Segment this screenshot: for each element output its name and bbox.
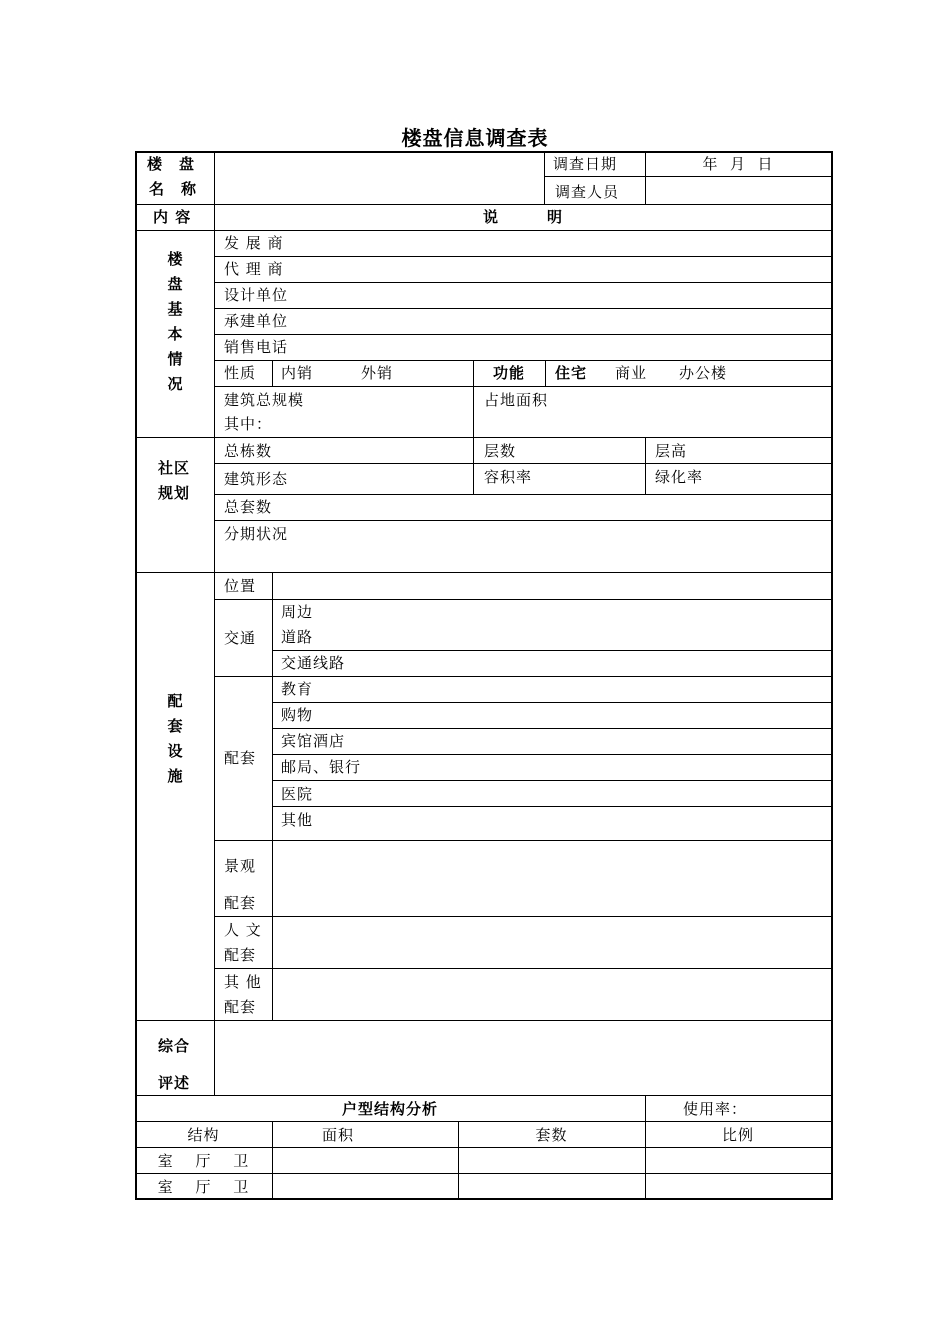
landscape-label-1: 景观 [224, 857, 257, 875]
row-line [135, 1147, 833, 1148]
table-border-bottom [135, 1198, 833, 1200]
property-name-label-1: 楼 盘 [147, 155, 196, 173]
row-line [272, 650, 833, 651]
community-label-2: 规划 [158, 484, 191, 502]
other-facility-label-1: 其 他 [224, 973, 262, 991]
row-line [214, 308, 833, 309]
survey-form-table [135, 151, 833, 1200]
row-line [135, 230, 833, 231]
other-facility-label-2: 配套 [224, 998, 257, 1016]
unit-analysis-title: 户型结构分析 [341, 1100, 438, 1118]
cultural-label-1: 人 文 [224, 921, 262, 939]
section-line [135, 572, 833, 573]
community-divider-2 [645, 437, 646, 494]
surveyor-label: 调查人员 [555, 183, 620, 201]
row-line [214, 256, 833, 257]
building-form-label: 建筑形态 [224, 470, 289, 488]
row-line [214, 494, 833, 495]
facilities-section-label: 配 套 设 施 [167, 692, 183, 785]
property-name-label-2: 名 称 [149, 180, 198, 198]
traffic-label: 交通 [224, 629, 257, 647]
section-line [135, 437, 833, 438]
amenities-label: 配套 [224, 749, 257, 767]
row-line [272, 754, 833, 755]
nature-divider [272, 360, 273, 386]
header-mid-line [544, 176, 833, 177]
land-area-label: 占地面积 [484, 391, 549, 409]
shopping-label: 购物 [281, 706, 314, 724]
usage-rate-label: 使用率： [683, 1100, 748, 1118]
unit-row-structure: 室 厅 卫 [157, 1178, 250, 1196]
row-line [272, 728, 833, 729]
developer-label: 发 展 商 [224, 234, 284, 252]
row-line [214, 334, 833, 335]
green-ratio-label: 绿化率 [655, 468, 704, 486]
others-label: 其他 [281, 811, 314, 829]
function-label: 功能 [493, 364, 526, 382]
phasing-label: 分期状况 [224, 525, 289, 543]
nature-options[interactable]: 内销 外销 [281, 364, 394, 382]
transit-lines-label: 交通线路 [281, 654, 346, 672]
community-divider-1 [473, 437, 474, 494]
description-header-label: 说 明 [482, 208, 563, 226]
basic-info-section-label: 楼 盘 基 本 情 况 [167, 250, 183, 393]
landscape-label-2: 配套 [224, 894, 257, 912]
row-line [272, 702, 833, 703]
total-units-label: 总套数 [224, 498, 273, 516]
sales-phone-label: 销售电话 [224, 338, 289, 356]
education-label: 教育 [281, 680, 314, 698]
row-line [214, 676, 833, 677]
floor-height-label: 层高 [655, 442, 688, 460]
label-column-divider [214, 151, 215, 1095]
total-buildings-label: 总栋数 [224, 442, 273, 460]
hospital-label: 医院 [281, 785, 314, 803]
survey-date-label: 调查日期 [553, 155, 618, 173]
section-line [135, 1095, 833, 1096]
roads-label: 道路 [281, 628, 314, 646]
floors-label: 层数 [484, 442, 517, 460]
row-line [272, 780, 833, 781]
surrounding-label: 周边 [281, 603, 314, 621]
function-divider [545, 360, 546, 386]
agent-label: 代 理 商 [224, 260, 284, 278]
col-structure-header: 结构 [187, 1126, 220, 1144]
col-units-header: 套数 [535, 1126, 568, 1144]
location-label: 位置 [224, 577, 257, 595]
row-line [214, 916, 833, 917]
nature-label: 性质 [224, 364, 257, 382]
row-line [214, 520, 833, 521]
function-options[interactable]: 商业 办公楼 [615, 364, 728, 382]
design-unit-label: 设计单位 [224, 286, 289, 304]
construction-unit-label: 承建单位 [224, 312, 289, 330]
page-title: 楼盘信息调查表 [401, 126, 549, 150]
plot-ratio-label: 容积率 [484, 468, 533, 486]
section-line [135, 1020, 833, 1021]
table-border-top [135, 151, 833, 153]
table-border-left [135, 151, 137, 1200]
community-label-1: 社区 [158, 459, 191, 477]
cultural-label-2: 配套 [224, 946, 257, 964]
row-line [135, 1121, 833, 1122]
row-line [214, 968, 833, 969]
row-line [272, 806, 833, 807]
post-bank-label: 邮局、银行 [281, 758, 362, 776]
total-scale-label: 建筑总规模 [224, 391, 305, 409]
row-line [214, 360, 833, 361]
row-line [214, 386, 833, 387]
row-line [135, 1173, 833, 1174]
unit-row-structure: 室 厅 卫 [157, 1152, 250, 1170]
row-line [214, 282, 833, 283]
row-line [135, 204, 833, 205]
facility-sub-divider [272, 572, 273, 1020]
unit-divider-1 [272, 1121, 273, 1200]
summary-label-1: 综合 [158, 1037, 191, 1055]
mid-divider [473, 360, 474, 437]
row-line [214, 840, 833, 841]
hotels-label: 宾馆酒店 [281, 732, 346, 750]
header-divider-1 [544, 151, 545, 204]
of-which-label: 其中： [224, 415, 273, 433]
summary-label-2: 评述 [158, 1074, 191, 1092]
col-ratio-header: 比例 [721, 1126, 754, 1144]
survey-date-value[interactable]: 年 月 日 [702, 155, 774, 173]
content-header-label: 内 容 [153, 208, 192, 226]
function-residential[interactable]: 住宅 [555, 364, 588, 382]
col-area-header: 面积 [322, 1126, 355, 1144]
row-line [214, 599, 833, 600]
row-line [214, 463, 833, 464]
